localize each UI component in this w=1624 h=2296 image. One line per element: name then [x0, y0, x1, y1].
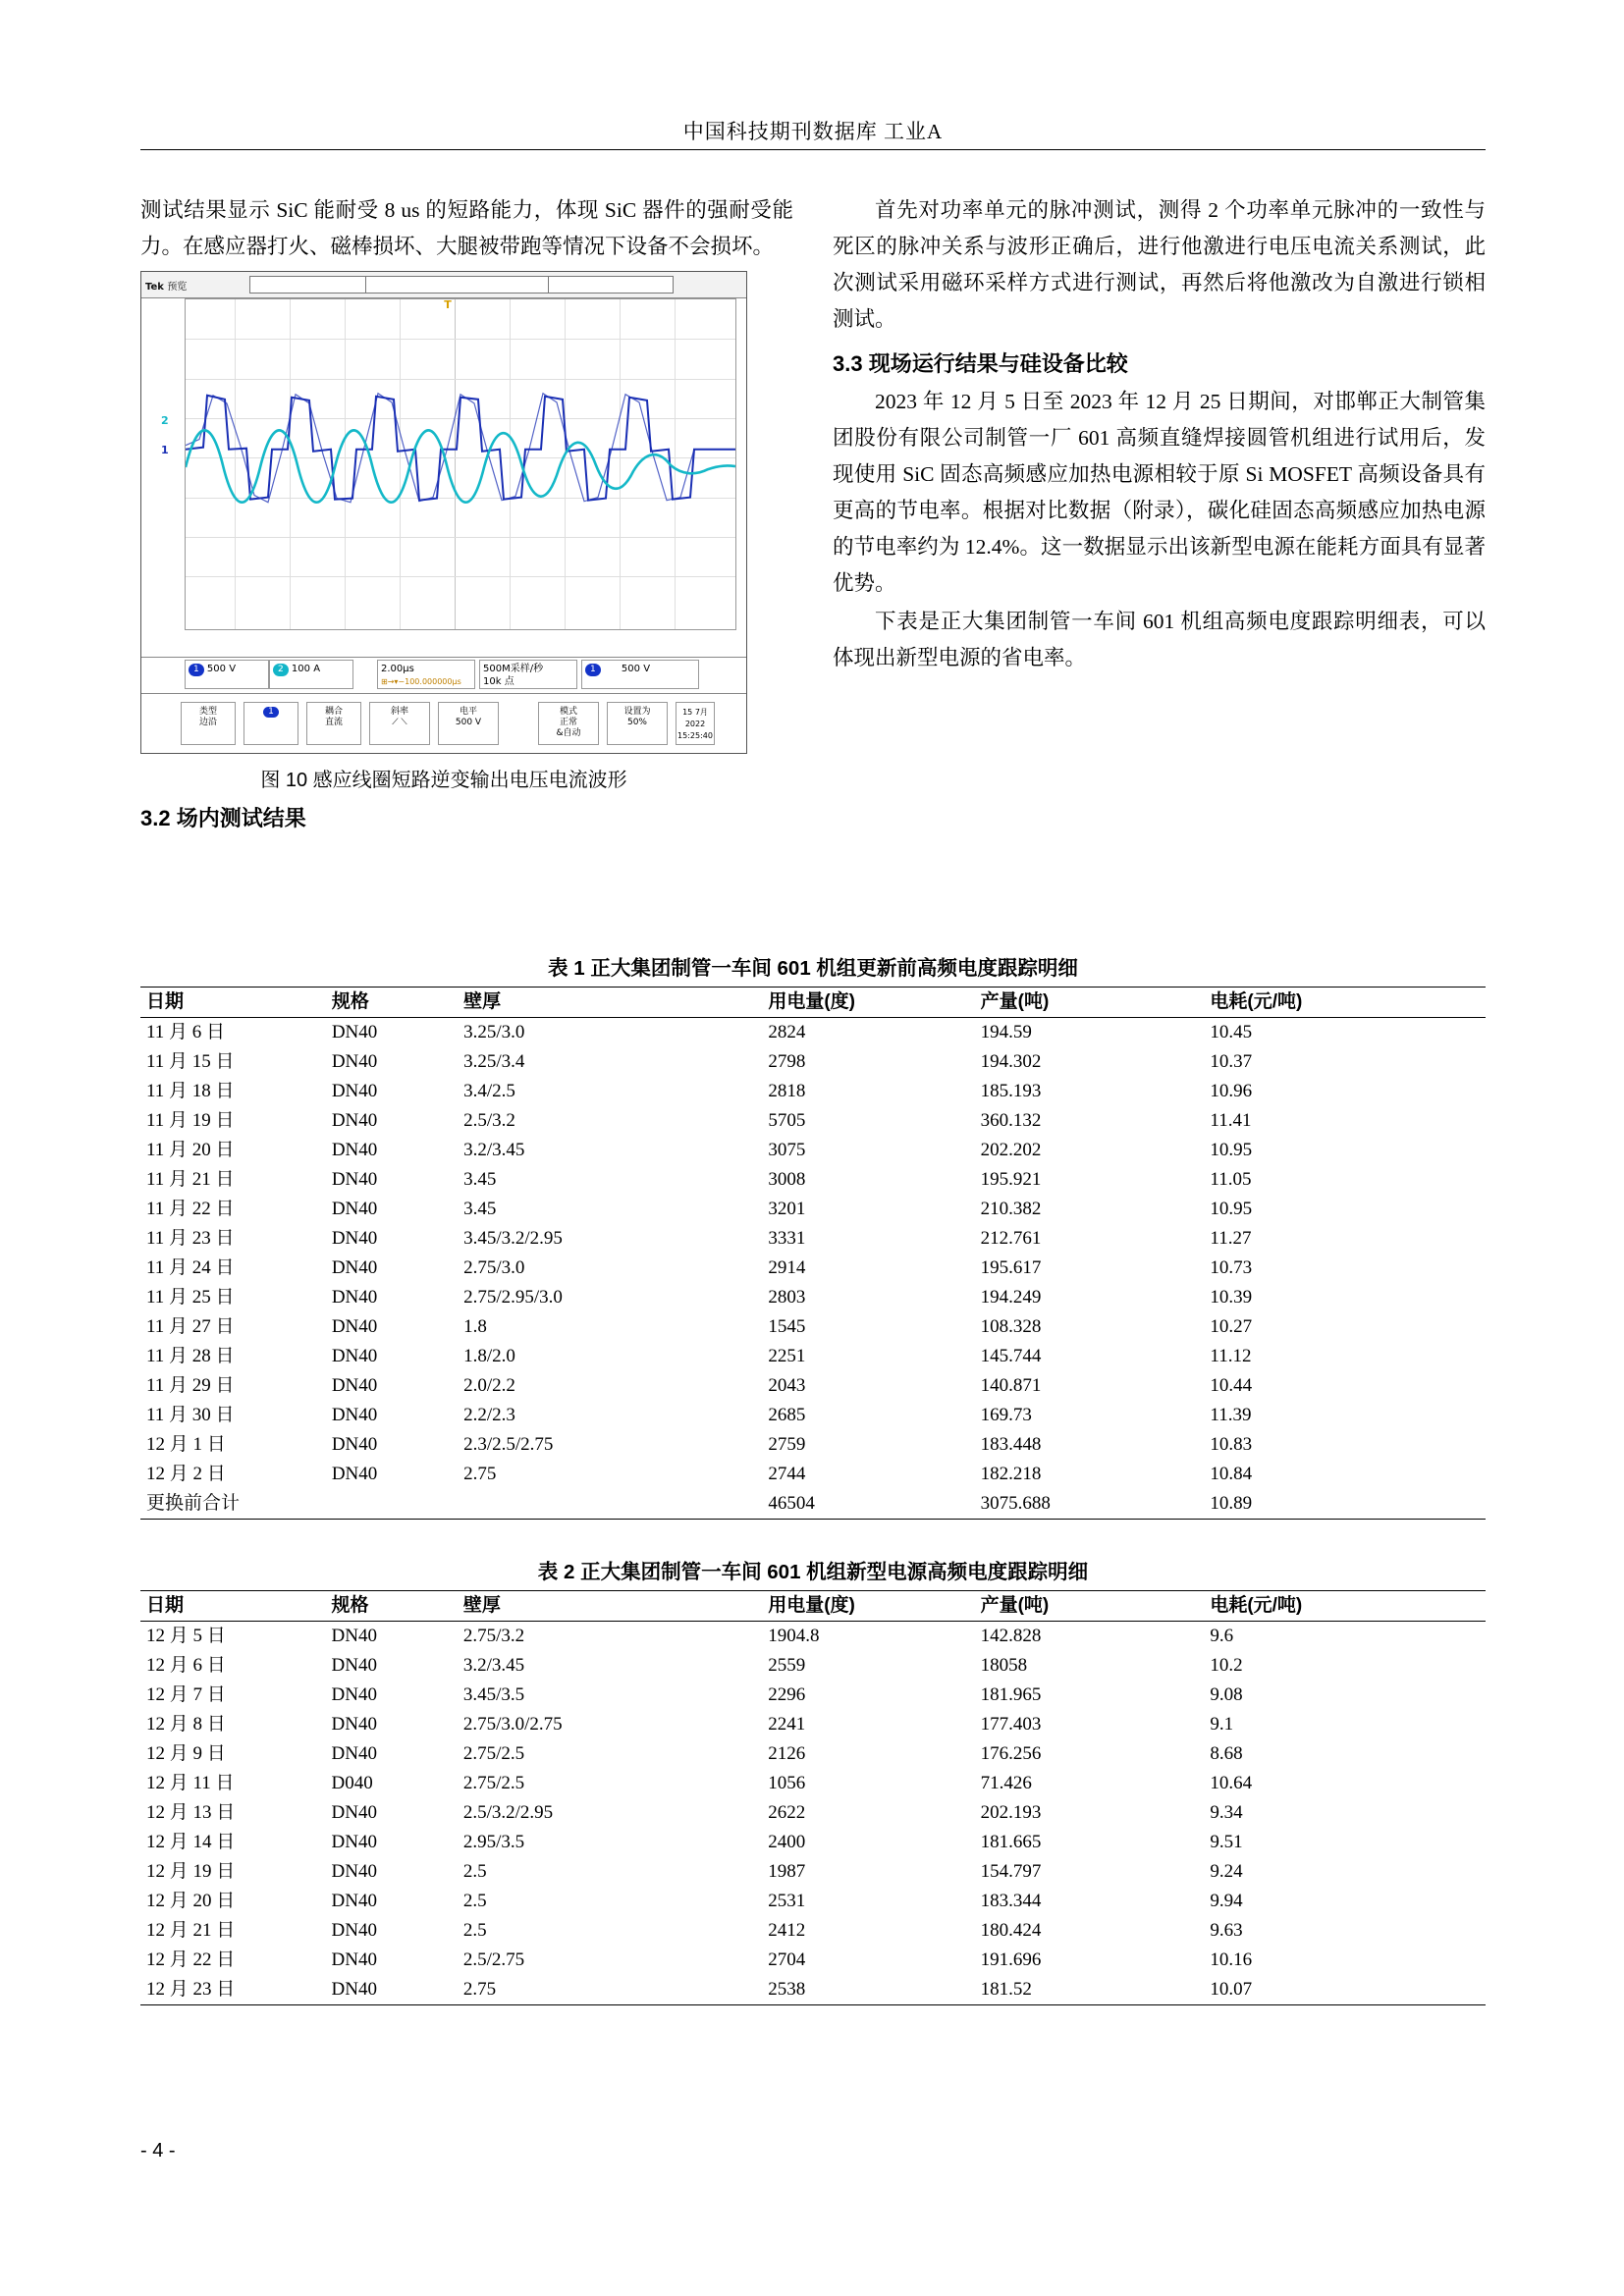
table-cell: 18058 — [980, 1655, 1028, 1676]
table-cell: 202.202 — [980, 1140, 1042, 1160]
table-cell: 12 月 22 日 — [146, 1949, 236, 1970]
table-cell: 10.96 — [1210, 1081, 1253, 1101]
table-2-col-0: 日期 — [146, 1595, 185, 1616]
right-paragraph-3: 下表是正大集团制管一车间 601 机组高频电度跟踪明细表，可以体现出新型电源的省电率。 — [833, 610, 1486, 669]
table-cell: 9.51 — [1210, 1832, 1243, 1852]
table-cell: DN40 — [331, 1346, 378, 1366]
table-cell: 183.448 — [980, 1434, 1042, 1455]
readout-trigger: 1 500 V — [581, 660, 699, 689]
table-cell: 10.84 — [1210, 1464, 1253, 1484]
table-2-col-3: 用电量(度) — [768, 1595, 855, 1616]
scope-brand: Tek 预览 — [145, 282, 188, 293]
table-cell: DN40 — [331, 1979, 377, 2000]
readout-samplerate: 500M采样/秒 10k 点 — [479, 660, 577, 689]
table-cell: 191.696 — [980, 1949, 1042, 1970]
table-cell: 2.5 — [462, 1861, 487, 1882]
table-cell: 1.8/2.0 — [463, 1346, 515, 1366]
table-cell: 140.871 — [980, 1375, 1042, 1396]
table-cell: 2.5/3.2/2.95 — [462, 1802, 554, 1823]
table-cell: 1545 — [768, 1316, 806, 1337]
table-cell: 3.45 — [463, 1169, 497, 1190]
table-cell: DN40 — [331, 1891, 377, 1911]
table-cell: 2704 — [768, 1949, 806, 1970]
table-1-col-4: 产量(吨) — [980, 991, 1050, 1012]
table-2-block — [140, 1541, 1486, 2005]
table-cell: 1987 — [768, 1861, 806, 1882]
table-row — [140, 1047, 1486, 1077]
table-2-col-2: 壁厚 — [462, 1595, 501, 1616]
table-cell: 169.73 — [980, 1405, 1032, 1425]
readout-ch2: 2 100 A — [269, 660, 353, 689]
table-cell: 11.05 — [1210, 1169, 1252, 1190]
table-2-col-5: 电耗(元/吨) — [1210, 1595, 1303, 1616]
scope-button-type[interactable]: 类型 边沿 — [181, 702, 236, 745]
table-cell: 2.5 — [462, 1891, 487, 1911]
table-row — [140, 1946, 1486, 1975]
table-cell: 10.95 — [1210, 1199, 1253, 1219]
table-cell: 2.75/2.95/3.0 — [463, 1287, 563, 1308]
right-paragraph-2: 2023 年 12 月 5 日至 2023 年 12 月 25 日期间，对邯郸正大制管集团股份有限公司制管一厂 601 高频直缝焊接圆管机组进行试用后，发现使用 SiC 固态高频感应加热电源相较于原 Si MOSFET 高频设备具有更高的节电率。根据对比数据（附录），碳化硅固态高频感应加热电源的节电率约为 12.4%。这一数据显示出该新型电源在能耗方面具有显著优势。 — [833, 390, 1486, 595]
table-cell: 181.965 — [980, 1684, 1042, 1705]
table-2-col-1: 规格 — [331, 1595, 369, 1616]
table-cell: DN40 — [331, 1655, 377, 1676]
table-cell: 10.73 — [1210, 1257, 1253, 1278]
table-1-col-3: 用电量(度) — [768, 991, 855, 1012]
table-cell: 195.617 — [980, 1257, 1042, 1278]
table-2-title: 表 2 正大集团制管一车间 601 机组新型电源高频电度跟踪明细 — [537, 1561, 1089, 1583]
table-cell: 3.25/3.4 — [463, 1051, 525, 1072]
table-cell: 71.426 — [980, 1773, 1032, 1793]
table-row — [140, 1018, 1486, 1048]
table-cell: 12 月 13 日 — [146, 1802, 236, 1823]
table-cell: 11 月 25 日 — [146, 1287, 235, 1308]
table-cell: 12 月 8 日 — [146, 1714, 226, 1735]
table-cell: 2559 — [768, 1655, 806, 1676]
table-cell: DN40 — [331, 1714, 377, 1735]
left-column — [140, 192, 793, 838]
scope-readout-bar — [141, 657, 746, 694]
table-row — [140, 1489, 1486, 1520]
table-cell: 3.4/2.5 — [463, 1081, 515, 1101]
header-divider — [140, 149, 1486, 150]
table-1-col-0: 日期 — [146, 991, 185, 1012]
table-cell: 11 月 19 日 — [146, 1110, 235, 1131]
table-cell: 3075.688 — [980, 1493, 1051, 1514]
table-cell: 10.39 — [1210, 1287, 1253, 1308]
table-cell: 10.95 — [1210, 1140, 1253, 1160]
page-header: 中国科技期刊数据库 工业A — [682, 120, 944, 143]
table-cell: 11 月 27 日 — [146, 1316, 235, 1337]
table-cell: DN40 — [331, 1257, 378, 1278]
scope-segment-bar — [249, 276, 672, 292]
table-cell — [326, 1489, 458, 1520]
table-cell: DN40 — [331, 1802, 377, 1823]
table-cell: 2.5/3.2 — [463, 1110, 515, 1131]
table-cell: 202.193 — [980, 1802, 1042, 1823]
table-cell: 10.16 — [1210, 1949, 1253, 1970]
table-1-body — [140, 1018, 1486, 1520]
table-row — [140, 1460, 1486, 1489]
table-cell: 177.403 — [980, 1714, 1042, 1735]
table-cell: 3.25/3.0 — [463, 1022, 525, 1042]
table-1-col-5: 电耗(元/吨) — [1210, 991, 1303, 1012]
table-cell: 142.828 — [980, 1626, 1042, 1646]
table-cell: 210.382 — [980, 1199, 1042, 1219]
table-cell: DN40 — [331, 1199, 378, 1219]
waveform-traces — [186, 299, 735, 629]
table-cell: 2.95/3.5 — [462, 1832, 525, 1852]
table-cell: 3.2/3.45 — [462, 1655, 525, 1676]
table-2-body — [140, 1622, 1486, 2005]
table-cell: DN40 — [331, 1626, 377, 1646]
scope-button-mode[interactable]: 模式 正常 &自动 — [538, 702, 599, 745]
table-cell: 11 月 21 日 — [146, 1169, 235, 1190]
table-row — [140, 1283, 1486, 1312]
table-cell: 10.83 — [1210, 1434, 1253, 1455]
table-cell: 183.344 — [980, 1891, 1042, 1911]
table-cell: DN40 — [331, 1920, 377, 1941]
table-cell: 12 月 19 日 — [146, 1861, 236, 1882]
table-cell: 11 月 30 日 — [146, 1405, 235, 1425]
table-cell: 2043 — [768, 1375, 806, 1396]
table-cell: 182.218 — [980, 1464, 1042, 1484]
table-cell: 11 月 23 日 — [146, 1228, 235, 1249]
table-cell: 181.52 — [980, 1979, 1032, 2000]
table-cell: 2296 — [768, 1684, 806, 1705]
table-cell: 11 月 24 日 — [146, 1257, 235, 1278]
figure-10-caption: 图 10 感应线圈短路逆变输出电压电流波形 — [260, 770, 627, 791]
table-cell: 9.94 — [1210, 1891, 1243, 1911]
table-cell: 3331 — [768, 1228, 806, 1249]
table-cell: DN40 — [331, 1405, 378, 1425]
table-cell: 2241 — [768, 1714, 806, 1735]
table-cell: DN40 — [331, 1110, 378, 1131]
table-cell: DN40 — [331, 1434, 378, 1455]
table-cell: 46504 — [768, 1493, 815, 1514]
table-cell: 2531 — [768, 1891, 806, 1911]
ch1-marker: 1 — [161, 444, 169, 456]
table-row — [140, 1681, 1486, 1710]
table-row — [140, 1371, 1486, 1401]
table-cell: 11 月 15 日 — [146, 1051, 235, 1072]
table-cell: 11 月 22 日 — [146, 1199, 235, 1219]
table-1-title: 表 1 正大集团制管一车间 601 机组更新前高频电度跟踪明细 — [548, 957, 1078, 980]
page-number: - 4 - — [140, 2140, 176, 2162]
table-cell: 9.08 — [1210, 1684, 1243, 1705]
table-cell: 2803 — [768, 1287, 806, 1308]
table-cell: 12 月 1 日 — [146, 1434, 226, 1455]
table-cell: 3.45/3.5 — [462, 1684, 525, 1705]
table-row — [140, 1622, 1486, 1652]
table-row — [140, 1254, 1486, 1283]
table-cell: 12 月 23 日 — [146, 1979, 236, 2000]
table-row — [140, 1106, 1486, 1136]
table-cell: 3201 — [768, 1199, 806, 1219]
table-row — [140, 1710, 1486, 1739]
table-cell: 2412 — [768, 1920, 806, 1941]
table-cell: 11.27 — [1210, 1228, 1252, 1249]
table-cell: DN40 — [331, 1464, 378, 1484]
table-2-col-4: 产量(吨) — [980, 1595, 1050, 1616]
table-cell: 2538 — [768, 1979, 806, 2000]
table-cell: 3.45/3.2/2.95 — [463, 1228, 563, 1249]
table-row — [140, 1312, 1486, 1342]
table-cell: 360.132 — [980, 1110, 1042, 1131]
table-cell: 2.75 — [462, 1979, 497, 2000]
table-cell: D040 — [331, 1773, 373, 1793]
table-cell: 2251 — [768, 1346, 806, 1366]
table-cell: 9.1 — [1210, 1714, 1234, 1735]
table-row — [140, 1342, 1486, 1371]
table-row — [140, 1857, 1486, 1887]
table-cell: 11.12 — [1210, 1346, 1252, 1366]
table-row — [140, 1828, 1486, 1857]
table-cell: 2.0/2.2 — [463, 1375, 515, 1396]
table-cell: 195.921 — [980, 1169, 1042, 1190]
left-paragraph-1: 测试结果显示 SiC 能耐受 8 us 的短路能力，体现 SiC 器件的强耐受能力。在感应器打火、磁棒损坏、大腿被带跑等情况下设备不会损坏。 — [140, 198, 793, 258]
trigger-marker-icon: T — [444, 298, 452, 311]
scope-menu-buttons — [141, 696, 746, 753]
table-cell: 12 月 20 日 — [146, 1891, 236, 1911]
table-cell: 9.34 — [1210, 1802, 1243, 1823]
table-cell: 2.5 — [462, 1920, 487, 1941]
table-cell: 9.63 — [1210, 1920, 1243, 1941]
section-3-2-heading: 3.2 场内测试结果 — [140, 806, 306, 830]
table-cell: 2.75/3.0 — [463, 1257, 525, 1278]
scope-button-source[interactable]: 1 — [244, 702, 298, 745]
right-paragraph-1: 首先对功率单元的脉冲测试，测得 2 个功率单元脉冲的一致性与死区的脉冲关系与波形正确后，进行他激进行电压电流关系测试，此次测试采用磁环采样方式进行测试，再然后将他激改为自激进行锁相测试。 — [833, 198, 1486, 331]
segment-3 — [548, 276, 674, 294]
table-cell: 11 月 6 日 — [146, 1022, 226, 1042]
table-cell: 11.41 — [1210, 1110, 1252, 1131]
table-cell: DN40 — [331, 1743, 377, 1764]
table-row — [140, 1651, 1486, 1681]
table-cell: 5705 — [768, 1110, 806, 1131]
table-cell: DN40 — [331, 1949, 377, 1970]
table-cell: 12 月 2 日 — [146, 1464, 226, 1484]
scope-button-level[interactable]: 电平 500 V — [438, 702, 499, 745]
table-cell: 10.64 — [1210, 1773, 1253, 1793]
table-1-col-2: 壁厚 — [463, 991, 502, 1012]
table-cell: 2824 — [768, 1022, 806, 1042]
table-cell: 194.249 — [980, 1287, 1042, 1308]
table-cell: 1.8 — [463, 1316, 487, 1337]
table-cell: DN40 — [331, 1051, 378, 1072]
table-cell: DN40 — [331, 1287, 378, 1308]
scope-brand-sub: 预览 — [167, 282, 188, 293]
table-cell: 12 月 9 日 — [146, 1743, 226, 1764]
table-cell: 180.424 — [980, 1920, 1042, 1941]
table-cell: 194.302 — [980, 1051, 1042, 1072]
table-cell: 10.2 — [1210, 1655, 1243, 1676]
table-cell: DN40 — [331, 1169, 378, 1190]
table-cell: 8.68 — [1210, 1743, 1243, 1764]
table-cell: 11 月 20 日 — [146, 1140, 235, 1160]
ch2-marker: 2 — [161, 414, 169, 427]
table-cell — [458, 1489, 762, 1520]
table-cell: 181.665 — [980, 1832, 1042, 1852]
table-cell: 11 月 18 日 — [146, 1081, 235, 1101]
table-cell: 2744 — [768, 1464, 806, 1484]
table-cell: 10.44 — [1210, 1375, 1253, 1396]
figure-10 — [140, 271, 749, 792]
table-cell: 145.744 — [980, 1346, 1042, 1366]
table-row — [140, 1165, 1486, 1195]
table-cell: 10.89 — [1210, 1493, 1253, 1514]
table-row — [140, 1077, 1486, 1106]
table-cell: 9.6 — [1210, 1626, 1234, 1646]
table-cell: 1056 — [768, 1773, 806, 1793]
table-cell: 10.37 — [1210, 1051, 1253, 1072]
table-row — [140, 1916, 1486, 1946]
table-cell: 10.45 — [1210, 1022, 1253, 1042]
scope-channel-markers — [161, 298, 185, 630]
table-cell: 108.328 — [980, 1316, 1042, 1337]
table-cell: DN40 — [331, 1228, 378, 1249]
table-row — [140, 1195, 1486, 1224]
table-cell: 1904.8 — [768, 1626, 820, 1646]
table-cell: 10.07 — [1210, 1979, 1253, 2000]
scope-button-slope[interactable]: 斜率 ⟋ ⟍ — [369, 702, 430, 745]
table-cell: 212.761 — [980, 1228, 1042, 1249]
table-cell: 11 月 29 日 — [146, 1375, 235, 1396]
table-cell: 185.193 — [980, 1081, 1042, 1101]
table-2 — [140, 1590, 1486, 2005]
table-cell: 2.75/3.0/2.75 — [462, 1714, 563, 1735]
table-row — [140, 1739, 1486, 1769]
table-cell: 12 月 11 日 — [146, 1773, 235, 1793]
oscilloscope-screenshot — [140, 271, 747, 754]
table-cell: 2.2/2.3 — [463, 1405, 515, 1425]
table-cell: 2.75/2.5 — [462, 1773, 525, 1793]
table-cell: 12 月 6 日 — [146, 1655, 226, 1676]
scope-button-datetime: 15 7月 2022 15:25:40 — [676, 702, 715, 745]
table-cell: 11 月 28 日 — [146, 1346, 235, 1366]
table-cell: 2759 — [768, 1434, 806, 1455]
table-cell: 2.3/2.5/2.75 — [463, 1434, 554, 1455]
table-row — [140, 1430, 1486, 1460]
table-cell: 194.59 — [980, 1022, 1032, 1042]
table-cell: DN40 — [331, 1140, 378, 1160]
table-cell: 11.39 — [1210, 1405, 1252, 1425]
table-cell: 2126 — [768, 1743, 806, 1764]
scope-waveform-area — [185, 298, 736, 630]
table-header-row — [140, 1591, 1486, 1622]
table-cell: 2798 — [768, 1051, 806, 1072]
table-cell: DN40 — [331, 1081, 378, 1101]
table-cell: 176.256 — [980, 1743, 1042, 1764]
table-cell: DN40 — [331, 1316, 378, 1337]
table-cell: 9.24 — [1210, 1861, 1243, 1882]
readout-timebase: 2.00μs ⊞→▾−100.000000μs — [377, 660, 475, 689]
table-cell: 2400 — [768, 1832, 806, 1852]
table-cell: DN40 — [331, 1375, 378, 1396]
table-1 — [140, 987, 1486, 1520]
table-cell: 10.27 — [1210, 1316, 1253, 1337]
scope-button-coupling[interactable]: 耦合 直流 — [306, 702, 361, 745]
table-cell: 3008 — [768, 1169, 806, 1190]
table-cell: 12 月 7 日 — [146, 1684, 226, 1705]
table-cell: DN40 — [331, 1684, 377, 1705]
table-cell: DN40 — [331, 1832, 377, 1852]
table-row — [140, 1224, 1486, 1254]
table-cell: 3.45 — [463, 1199, 497, 1219]
table-cell: 2818 — [768, 1081, 806, 1101]
table-cell: 2.75 — [463, 1464, 497, 1484]
table-row — [140, 1401, 1486, 1430]
table-row — [140, 1887, 1486, 1916]
two-column-body — [140, 192, 1486, 838]
table-row — [140, 1798, 1486, 1828]
table-cell: 2914 — [768, 1257, 806, 1278]
table-1-col-1: 规格 — [331, 991, 369, 1012]
table-1-block — [140, 937, 1486, 1520]
segment-1 — [249, 276, 367, 294]
table-cell: 3075 — [768, 1140, 806, 1160]
table-cell: 3.2/3.45 — [463, 1140, 525, 1160]
table-cell: 2622 — [768, 1802, 806, 1823]
table-cell: 154.797 — [980, 1861, 1042, 1882]
scope-button-set50[interactable]: 设置为 50% — [607, 702, 668, 745]
table-cell: 2685 — [768, 1405, 806, 1425]
table-cell: 2.75/3.2 — [462, 1626, 525, 1646]
right-column — [833, 192, 1486, 838]
readout-ch1: 1 500 V — [185, 660, 269, 689]
table-cell: 2.5/2.75 — [462, 1949, 525, 1970]
segment-2 — [365, 276, 550, 294]
table-cell: 12 月 21 日 — [146, 1920, 236, 1941]
table-header-row — [140, 988, 1486, 1018]
table-cell: 12 月 14 日 — [146, 1832, 236, 1852]
scope-top-bar — [141, 272, 746, 298]
table-cell: DN40 — [331, 1861, 377, 1882]
table-row — [140, 1975, 1486, 2005]
table-cell: 更换前合计 — [146, 1493, 241, 1514]
table-cell: 12 月 5 日 — [146, 1626, 226, 1646]
table-cell: DN40 — [331, 1022, 378, 1042]
table-row — [140, 1769, 1486, 1798]
section-3-3-heading: 3.3 现场运行结果与硅设备比较 — [833, 351, 1128, 376]
table-row — [140, 1136, 1486, 1165]
table-cell: 2.75/2.5 — [462, 1743, 525, 1764]
